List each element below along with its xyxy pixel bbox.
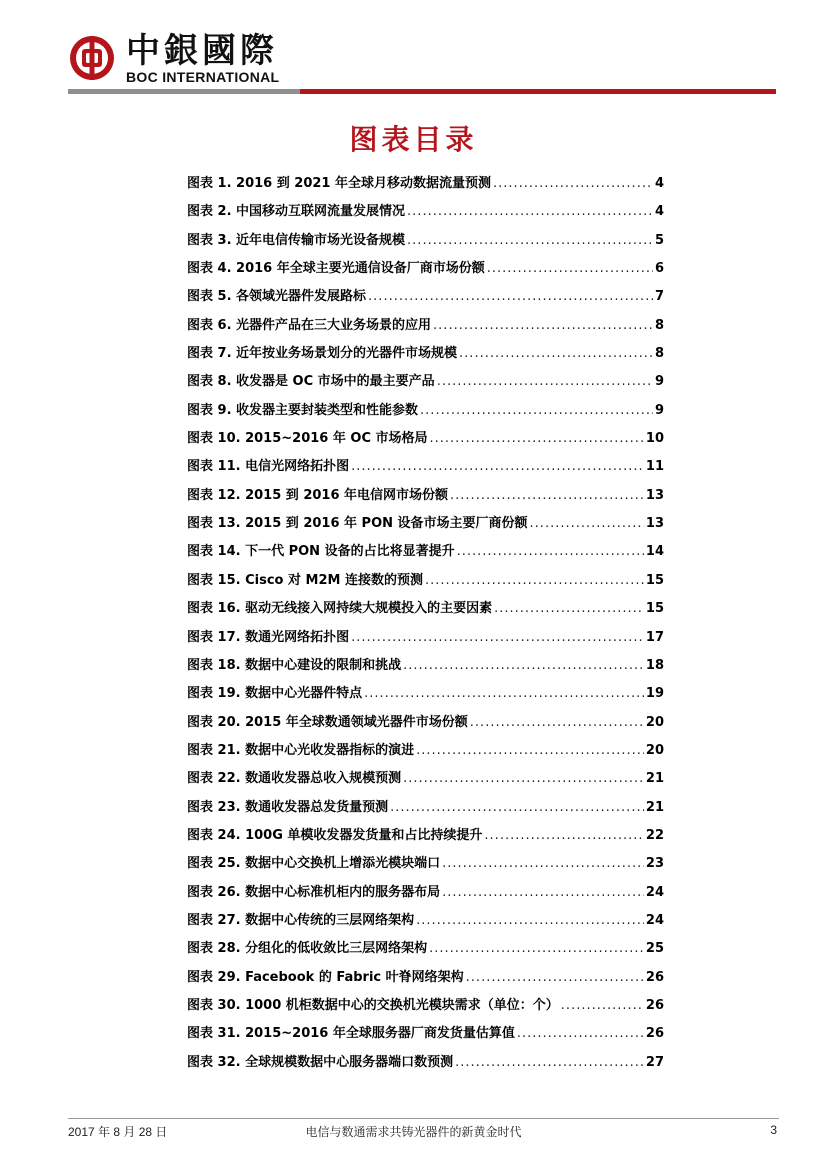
toc-entry-label: 图表 13. 2015 到 2016 年 PON 设备市场主要厂商份额 bbox=[187, 516, 528, 532]
header-rule-red bbox=[300, 89, 776, 94]
toc-entry[interactable] bbox=[187, 595, 664, 623]
toc-entry-page: 4 bbox=[654, 204, 664, 220]
toc-leader-dots bbox=[470, 709, 644, 737]
footer-report-title: 电信与数通需求共铸光器件的新黄金时代 bbox=[305, 1125, 522, 1139]
toc-entry-page: 27 bbox=[645, 1054, 664, 1070]
toc-leader-dots bbox=[390, 794, 644, 822]
toc-entry-label: 图表 23. 数通收发器总发货量预测 bbox=[187, 799, 389, 815]
toc-entry-page: 24 bbox=[645, 912, 664, 928]
toc-entry[interactable] bbox=[187, 227, 664, 255]
toc-entry-page: 25 bbox=[645, 941, 664, 957]
toc-entry[interactable] bbox=[187, 822, 664, 850]
toc-entry[interactable] bbox=[187, 538, 664, 566]
toc-entry-label: 图表 25. 数据中心交换机上增添光模块端口 bbox=[187, 856, 441, 872]
toc-entry-label: 图表 31. 2015~2016 年全球服务器厂商发货量估算值 bbox=[187, 1026, 515, 1042]
toc-leader-dots bbox=[493, 170, 653, 198]
toc-leader-dots bbox=[466, 964, 644, 992]
toc-entry-label: 图表 15. Cisco 对 M2M 连接数的预测 bbox=[187, 572, 423, 588]
toc-entry-label: 图表 26. 数据中心标准机柜内的服务器布局 bbox=[187, 884, 441, 900]
toc-entry-label: 图表 28. 分组化的低收敛比三层网络架构 bbox=[187, 941, 428, 957]
toc-leader-dots bbox=[420, 397, 653, 425]
toc-entry-label: 图表 8. 收发器是 OC 市场中的最主要产品 bbox=[187, 374, 435, 390]
toc-entry[interactable] bbox=[187, 879, 664, 907]
toc-entry[interactable] bbox=[187, 794, 664, 822]
logo-chinese-name: 中銀國際 bbox=[126, 31, 278, 71]
toc-leader-dots bbox=[430, 425, 644, 453]
toc-entry-page: 26 bbox=[645, 1026, 664, 1042]
toc-leader-dots bbox=[494, 595, 644, 623]
toc-entry-page: 23 bbox=[645, 856, 664, 872]
toc-entry-page: 8 bbox=[654, 317, 664, 333]
toc-entry[interactable] bbox=[187, 935, 664, 963]
toc-entry-label: 图表 27. 数据中心传统的三层网络架构 bbox=[187, 912, 415, 928]
toc-entry-page: 14 bbox=[645, 544, 664, 560]
toc-leader-dots bbox=[364, 680, 644, 708]
toc-entry-page: 20 bbox=[645, 714, 664, 730]
toc-entry[interactable] bbox=[187, 964, 664, 992]
toc-entry-label: 图表 10. 2015~2016 年 OC 市场格局 bbox=[187, 431, 428, 447]
toc-entry-label: 图表 7. 近年按业务场景划分的光器件市场规模 bbox=[187, 346, 458, 362]
toc-entry-label: 图表 24. 100G 单模收发器发货量和占比持续提升 bbox=[187, 827, 483, 843]
toc-entry-page: 26 bbox=[645, 969, 664, 985]
toc-leader-dots bbox=[437, 368, 653, 396]
footer-page-number: 3 bbox=[770, 1123, 777, 1137]
toc-leader-dots bbox=[403, 765, 644, 793]
toc-entry-page: 8 bbox=[654, 346, 664, 362]
toc-entry-label: 图表 18. 数据中心建设的限制和挑战 bbox=[187, 657, 402, 673]
toc-entry-label: 图表 20. 2015 年全球数通领域光器件市场份额 bbox=[187, 714, 468, 730]
toc-entry-label: 图表 16. 驱动无线接入网持续大规模投入的主要因素 bbox=[187, 601, 493, 617]
toc-entry-label: 图表 2. 中国移动互联网流量发展情况 bbox=[187, 204, 406, 220]
toc-entry-page: 10 bbox=[645, 431, 664, 447]
toc-leader-dots bbox=[433, 312, 653, 340]
toc-entry-page: 5 bbox=[654, 232, 664, 248]
toc-entry[interactable] bbox=[187, 850, 664, 878]
toc-leader-dots bbox=[407, 227, 653, 255]
toc-entry-label: 图表 1. 2016 到 2021 年全球月移动数据流量预测 bbox=[187, 176, 491, 191]
toc-entry-page: 21 bbox=[645, 799, 664, 815]
toc-leader-dots bbox=[416, 737, 644, 765]
header-rule-gray bbox=[68, 89, 300, 94]
toc-entry[interactable] bbox=[187, 510, 664, 538]
toc-leader-dots bbox=[561, 992, 644, 1020]
toc-leader-dots bbox=[429, 935, 644, 963]
toc-entry[interactable] bbox=[187, 652, 664, 680]
footer-date: 2017 年 8 月 28 日 bbox=[68, 1125, 168, 1139]
toc-entry-page: 22 bbox=[645, 827, 664, 843]
toc-entry[interactable] bbox=[187, 340, 664, 368]
toc-entry-page: 13 bbox=[645, 487, 664, 503]
toc-entry-page: 19 bbox=[645, 686, 664, 702]
toc-entry-label: 图表 6. 光器件产品在三大业务场景的应用 bbox=[187, 317, 432, 333]
toc-entry[interactable] bbox=[187, 283, 664, 311]
toc-entry-page: 9 bbox=[654, 402, 664, 418]
toc-leader-dots bbox=[442, 879, 644, 907]
toc-entry-page: 15 bbox=[645, 572, 664, 588]
toc-entry-label: 图表 5. 各领域光器件发展路标 bbox=[187, 289, 367, 305]
toc-entry[interactable] bbox=[187, 397, 664, 425]
toc-entry-page: 6 bbox=[654, 261, 664, 277]
toc-entry-page: 15 bbox=[645, 601, 664, 617]
toc-entry-page: 4 bbox=[654, 176, 664, 191]
toc-entry[interactable] bbox=[187, 453, 664, 481]
toc-leader-dots bbox=[368, 283, 653, 311]
toc-entry-page: 24 bbox=[645, 884, 664, 900]
toc-entry[interactable] bbox=[187, 992, 664, 1020]
toc-leader-dots bbox=[487, 255, 653, 283]
toc-entry[interactable] bbox=[187, 255, 664, 283]
toc-leader-dots bbox=[351, 453, 644, 481]
toc-entry[interactable] bbox=[187, 567, 664, 595]
toc-leader-dots bbox=[517, 1020, 644, 1048]
toc-entry-page: 9 bbox=[654, 374, 664, 390]
toc-entry-label: 图表 3. 近年电信传输市场光设备规模 bbox=[187, 232, 406, 248]
toc-leader-dots bbox=[351, 624, 644, 652]
toc-leader-dots bbox=[455, 1049, 644, 1077]
toc-entry-label: 图表 21. 数据中心光收发器指标的演进 bbox=[187, 742, 415, 758]
toc-entry-page: 21 bbox=[645, 771, 664, 787]
toc-entry-label: 图表 17. 数通光网络拓扑图 bbox=[187, 629, 350, 645]
toc-entry[interactable] bbox=[187, 1049, 664, 1077]
toc-entry-label: 图表 12. 2015 到 2016 年电信网市场份额 bbox=[187, 487, 449, 503]
page-title: 图表目录 bbox=[349, 123, 478, 156]
toc-entry[interactable] bbox=[187, 680, 664, 708]
toc-entry-page: 26 bbox=[645, 997, 664, 1013]
toc-entry[interactable] bbox=[187, 198, 664, 226]
toc-entry[interactable] bbox=[187, 1020, 664, 1048]
toc-entry-page: 13 bbox=[645, 516, 664, 532]
toc-entry-label: 图表 19. 数据中心光器件特点 bbox=[187, 686, 363, 702]
toc-entry[interactable] bbox=[187, 907, 664, 935]
toc-entry-label: 图表 11. 电信光网络拓扑图 bbox=[187, 459, 350, 475]
toc-entry[interactable] bbox=[187, 765, 664, 793]
toc-leader-dots bbox=[407, 198, 653, 226]
logo-english-name: BOC INTERNATIONAL bbox=[126, 69, 280, 85]
toc-entry[interactable] bbox=[187, 482, 664, 510]
toc-entry[interactable] bbox=[187, 312, 664, 340]
toc-entry-page: 7 bbox=[654, 289, 664, 305]
toc-entry[interactable] bbox=[187, 737, 664, 765]
toc-entry-page: 17 bbox=[645, 629, 664, 645]
toc-entry-label: 图表 14. 下一代 PON 设备的占比将显著提升 bbox=[187, 544, 455, 560]
toc-leader-dots bbox=[484, 822, 643, 850]
toc-entry[interactable] bbox=[187, 170, 664, 198]
toc-entry-label: 图表 32. 全球规模数据中心服务器端口数预测 bbox=[187, 1054, 454, 1070]
toc-entry-label: 图表 22. 数通收发器总收入规模预测 bbox=[187, 771, 402, 787]
toc-leader-dots bbox=[403, 652, 644, 680]
toc-entry[interactable] bbox=[187, 425, 664, 453]
toc-entry-label: 图表 30. 1000 机柜数据中心的交换机光模块需求（单位：个） bbox=[187, 997, 559, 1013]
toc-entry-page: 20 bbox=[645, 742, 664, 758]
table-of-figures bbox=[187, 170, 664, 1077]
toc-leader-dots bbox=[416, 907, 644, 935]
toc-entry-page: 18 bbox=[645, 657, 664, 673]
toc-entry-page: 11 bbox=[645, 459, 664, 475]
page-header bbox=[0, 0, 827, 100]
toc-leader-dots bbox=[442, 850, 644, 878]
toc-entry-label: 图表 29. Facebook 的 Fabric 叶脊网络架构 bbox=[187, 969, 464, 985]
toc-leader-dots bbox=[459, 340, 653, 368]
toc-leader-dots bbox=[457, 538, 644, 566]
boc-logo-icon bbox=[68, 34, 116, 82]
toc-entry-label: 图表 9. 收发器主要封装类型和性能参数 bbox=[187, 402, 419, 418]
toc-entry[interactable] bbox=[187, 624, 664, 652]
toc-leader-dots bbox=[425, 567, 644, 595]
toc-entry-label: 图表 4. 2016 年全球主要光通信设备厂商市场份额 bbox=[187, 261, 485, 277]
toc-leader-dots bbox=[450, 482, 644, 510]
toc-entry[interactable] bbox=[187, 368, 664, 396]
toc-entry[interactable] bbox=[187, 709, 664, 737]
toc-leader-dots bbox=[530, 510, 644, 538]
footer-rule bbox=[68, 1118, 779, 1119]
